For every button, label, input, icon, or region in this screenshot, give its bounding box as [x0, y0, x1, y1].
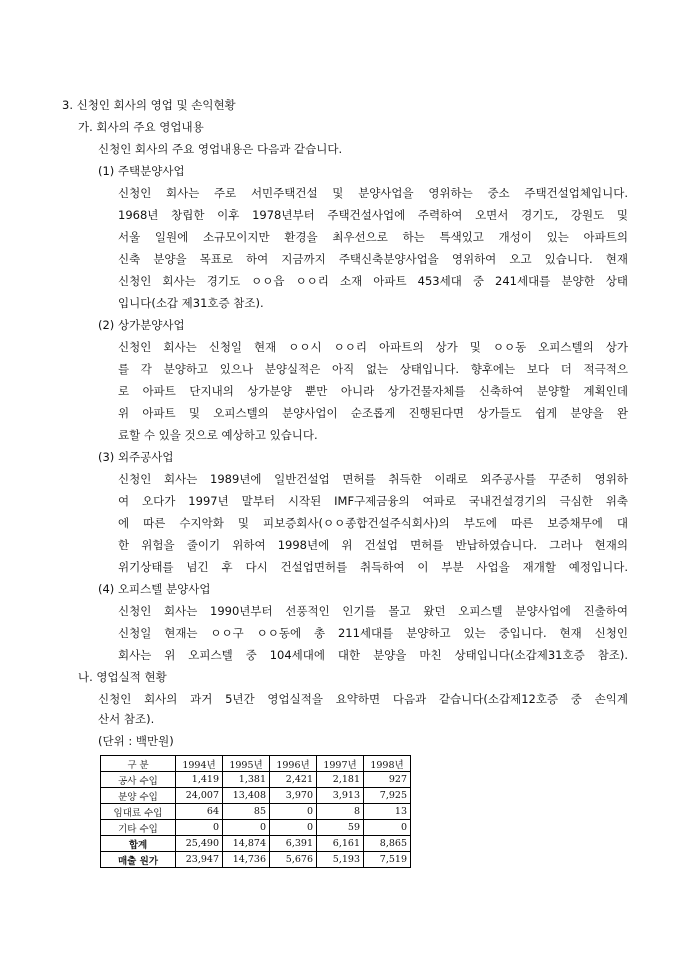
row-label: 합계: [101, 836, 176, 852]
table-cell: 6,161: [317, 836, 364, 852]
table-cell: 0: [270, 820, 317, 836]
table-cell: 3,970: [270, 788, 317, 804]
item-title-housing: (1) 주택분양사업: [98, 164, 185, 178]
table-cell: 85: [223, 804, 270, 820]
performance-table: [100, 755, 411, 868]
table-cell: 6,391: [270, 836, 317, 852]
table-cell: 0: [364, 820, 411, 836]
table-cell: 0: [270, 804, 317, 820]
table-cell: 14,874: [223, 836, 270, 852]
paragraph-line: 를 각 분양하고 있으나 분양실적은 아직 없는 상태입니다. 향후에는 보다 더 적극적으: [118, 362, 628, 376]
table-header-cell: 1998년: [364, 756, 411, 772]
paragraph-line: 1968년 창립한 이후 1978년부터 주택건설사업에 주력하여 오면서 경기도, 강원도 및: [118, 208, 628, 222]
table-row: [101, 788, 411, 804]
table-cell: 0: [223, 820, 270, 836]
table-header-cell: 1995년: [223, 756, 270, 772]
table-cell: 7,925: [364, 788, 411, 804]
table-cell: 23,947: [176, 852, 223, 868]
table-header-cell: 1994년: [176, 756, 223, 772]
paragraph-line: 료할 수 있을 것으로 예상하고 있습니다.: [118, 428, 318, 442]
paragraph-line: 에 따른 수지악화 및 피보증회사(ㅇㅇ종합건설주식회사)의 부도에 따른 보증채무에 대: [118, 516, 628, 530]
row-label: 매출 원가: [101, 852, 176, 868]
business-intro: 신청인 회사의 주요 영업내용은 다음과 같습니다.: [98, 142, 343, 156]
table-row: [101, 820, 411, 836]
item-title-officetel: (4) 오피스텔 분양사업: [98, 582, 211, 596]
paragraph-line: 신청인 회사는 경기도 ㅇㅇ읍 ㅇㅇ리 소재 아파트 453세대 중 241세대를 분양한 상태: [118, 274, 628, 288]
unit-label: (단위 : 백만원): [98, 734, 174, 748]
paragraph-line: 서울 일원에 소규모이지만 환경을 최우선으로 하는 특색있고 개성이 있는 아파트의: [118, 230, 628, 244]
table-row: [101, 772, 411, 788]
subsection-title-performance: 나. 영업실적 현황: [78, 670, 167, 684]
table-cell: 64: [176, 804, 223, 820]
table-cell: 13,408: [223, 788, 270, 804]
paragraph-line: 신청인 회사는 1990년부터 선풍적인 인기를 몰고 왔던 오피스텔 분양사업에 진출하여: [118, 604, 628, 618]
paragraph-line: 신축 분양을 목표로 하여 지금까지 주택신축분양사업을 영위하여 오고 있습니다. 현재: [118, 252, 628, 266]
table-cell: 25,490: [176, 836, 223, 852]
performance-intro-line: 산서 참조).: [98, 712, 155, 726]
paragraph-line: 입니다(소갑 제31호증 참조).: [118, 296, 264, 310]
paragraph-line: 신청인 회사는 신청일 현재 ㅇㅇ시 ㅇㅇ리 아파트의 상가 및 ㅇㅇ동 오피스텔의 상가: [118, 340, 628, 354]
table-header-cell: 1996년: [270, 756, 317, 772]
item-title-commercial: (2) 상가분양사업: [98, 318, 185, 332]
subsection-title-business: 가. 회사의 주요 영업내용: [78, 120, 204, 134]
table-cell: 14,736: [223, 852, 270, 868]
item-title-outsourcing: (3) 외주공사업: [98, 450, 174, 464]
table-cell: 8: [317, 804, 364, 820]
paragraph-line: 회사는 위 오피스텔 중 104세대에 대한 분양을 마친 상태입니다(소갑제31호증 참조).: [118, 648, 628, 662]
paragraph-line: 위기상태를 넘긴 후 다시 건설업면허를 취득하여 이 부분 사업을 재개할 예정입니다.: [118, 560, 628, 574]
table-cell: 8,865: [364, 836, 411, 852]
table-cell: 24,007: [176, 788, 223, 804]
row-label: 공사 수입: [101, 772, 176, 788]
table-cell: 927: [364, 772, 411, 788]
table-cell: 1,381: [223, 772, 270, 788]
table-row-total: [101, 836, 411, 852]
table-cell: 59: [317, 820, 364, 836]
table-cell: 3,913: [317, 788, 364, 804]
performance-intro-line: 신청인 회사의 과거 5년간 영업실적을 요약하면 다음과 같습니다(소갑제12호증 중 손익계: [98, 692, 628, 706]
table-header-row: [101, 756, 411, 772]
table-cell: 7,519: [364, 852, 411, 868]
paragraph-line: 로 아파트 단지내의 상가분양 뿐만 아니라 상가건물자체를 신축하여 분양할 계획인데: [118, 384, 628, 398]
paragraph-line: 여 오다가 1997년 말부터 시작된 IMF구제금융의 여파로 국내건설경기의 극심한 위축: [118, 494, 628, 508]
row-label: 분양 수입: [101, 788, 176, 804]
table-cell: 1,419: [176, 772, 223, 788]
table-header-cell: 1997년: [317, 756, 364, 772]
table-cell: 13: [364, 804, 411, 820]
table-row: [101, 804, 411, 820]
paragraph-line: 한 위험을 줄이기 위하여 1998년에 위 건설업 면허를 반납하였습니다. 그러나 현재의: [118, 538, 628, 552]
paragraph-line: 위 아파트 및 오피스텔의 분양사업이 순조롭게 진행된다면 상가들도 쉽게 분양을 완: [118, 406, 628, 420]
table-cell: 5,676: [270, 852, 317, 868]
paragraph-line: 신청일 현재는 ㅇㅇ구 ㅇㅇ동에 총 211세대를 분양하고 있는 중입니다. 현재 신청인: [118, 626, 628, 640]
table-row: [101, 852, 411, 868]
table-cell: 5,193: [317, 852, 364, 868]
section-heading: 3. 신청인 회사의 영업 및 손익현황: [62, 98, 236, 112]
paragraph-line: 신청인 회사는 1989년에 일반건설업 면허를 취득한 이래로 외주공사를 꾸준히 영위하: [118, 472, 628, 486]
row-label: 임대료 수입: [101, 804, 176, 820]
table-cell: 2,421: [270, 772, 317, 788]
table-cell: 2,181: [317, 772, 364, 788]
row-label: 기타 수입: [101, 820, 176, 836]
paragraph-line: 신청인 회사는 주로 서민주택건설 및 분양사업을 영위하는 중소 주택건설업체입니다.: [118, 186, 628, 200]
table-header-cell: 구 분: [101, 756, 176, 772]
table-cell: 0: [176, 820, 223, 836]
